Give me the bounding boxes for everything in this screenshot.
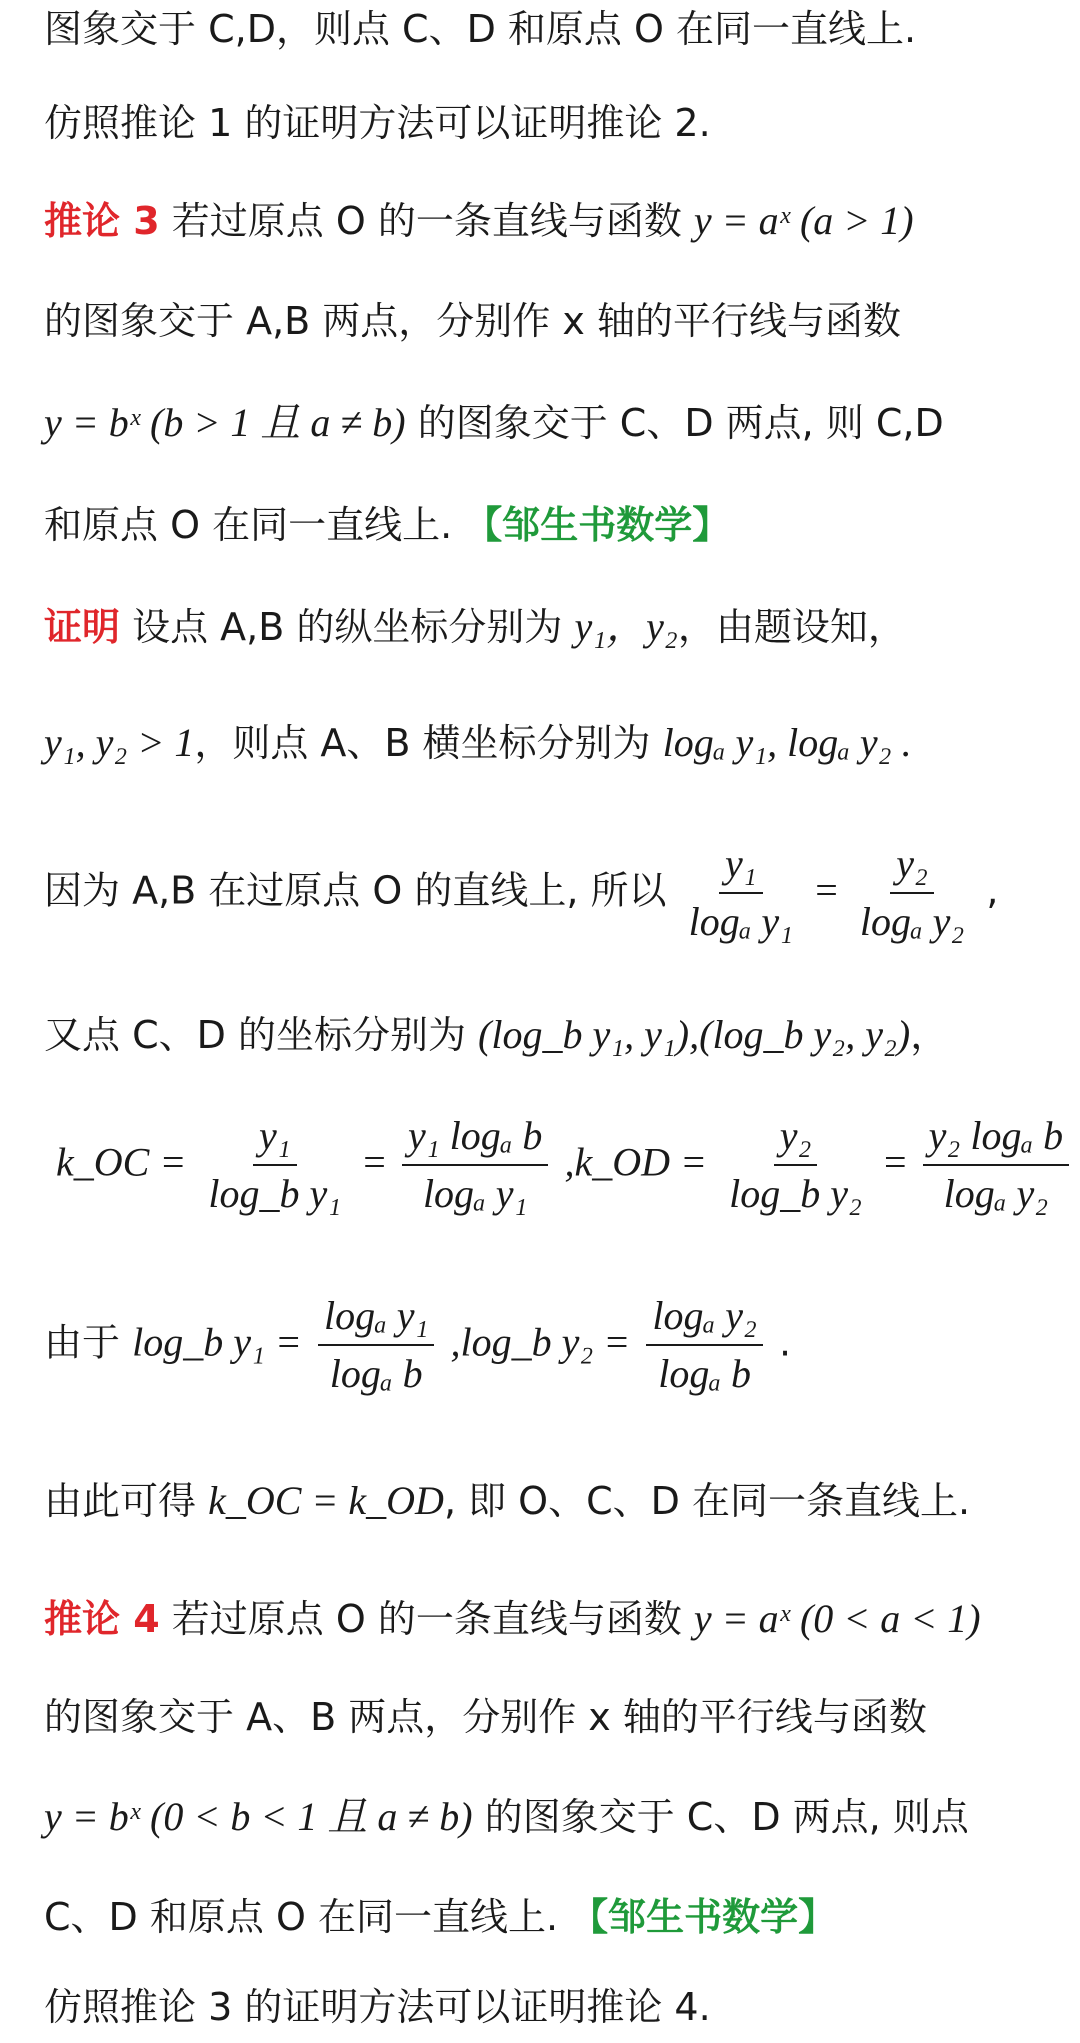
numerator: y₂ xyxy=(774,1110,818,1166)
denominator: logₐ y₁ xyxy=(422,1171,528,1216)
proof-heading: 证明 xyxy=(44,605,121,649)
text-line: 图象交于 C,D，则点 C、D 和原点 O 在同一直线上. xyxy=(44,7,917,51)
fraction xyxy=(202,1110,347,1220)
text: 的图象交于 C、D 两点, 则点 xyxy=(472,1795,969,1839)
text-line: 仿照推论 1 的证明方法可以证明推论 2. xyxy=(44,101,711,145)
fraction xyxy=(723,1110,868,1220)
math-expression: ,k_OD = xyxy=(564,1139,708,1185)
text: , 即 O、C、D 在同一条直线上. xyxy=(443,1479,971,1523)
comma: , xyxy=(986,868,999,913)
text: 设点 A,B 的纵坐标分别为 xyxy=(120,605,575,649)
brand-tag: 【邹生书数学】 xyxy=(570,1895,837,1939)
corollary-4-line-1 xyxy=(44,1594,1060,1644)
math-expression: y = aˣ (0 < a < 1) xyxy=(693,1596,981,1641)
fraction xyxy=(854,838,970,948)
math-expression: k_OC = xyxy=(56,1139,187,1185)
proof-line-2 xyxy=(44,718,1060,768)
math-expression: logₐ y₁, logₐ y₂ . xyxy=(662,720,912,765)
text-line: 的图象交于 A,B 两点，分别作 x 轴的平行线与函数 xyxy=(44,299,901,343)
fraction xyxy=(646,1290,762,1400)
math-expression: y = bˣ (b > 1 且 a ≠ b) xyxy=(44,400,406,445)
text: ， xyxy=(910,1013,949,1057)
proof-line-1 xyxy=(44,602,1060,652)
text: 若过原点 O 的一条直线与函数 xyxy=(159,1597,694,1641)
brand-tag: 【邹生书数学】 xyxy=(464,503,731,547)
denominator: logₐ b xyxy=(658,1351,752,1396)
text: 的图象交于 C、D 两点, 则 C,D xyxy=(405,401,944,445)
numerator: y₁ xyxy=(719,838,763,894)
denominator: log_b y₁ xyxy=(208,1171,342,1216)
fraction xyxy=(402,1110,548,1220)
text: 因为 A,B 在过原点 O 的直线上, 所以 xyxy=(44,868,679,913)
math-expression: y₁，y₂ xyxy=(574,604,678,649)
math-expression: (log_b y₁, y₁),(log_b y₂, y₂) xyxy=(478,1012,911,1057)
corollary-3-heading: 推论 3 xyxy=(44,199,160,243)
numerator: y₂ logₐ b xyxy=(923,1110,1069,1166)
proof-line-4 xyxy=(44,1010,1060,1060)
slope-equation-line xyxy=(56,1110,1064,1220)
corollary-3-line-1 xyxy=(44,196,1060,246)
denominator: logₐ b xyxy=(329,1351,423,1396)
text: 由此可得 xyxy=(44,1479,209,1523)
text: ，则点 A、B 横坐标分别为 xyxy=(194,721,663,765)
text: ，由题设知， xyxy=(677,605,906,649)
math-expression: y₁, y₂ > 1 xyxy=(44,720,195,765)
equals-sign: = xyxy=(815,867,838,913)
denominator: log_b y₂ xyxy=(729,1171,862,1216)
text: C、D 和原点 O 在同一直线上. xyxy=(44,1895,571,1939)
fraction xyxy=(683,838,799,948)
corollary-4-line-4 xyxy=(44,1892,1060,1942)
math-expression: y = aˣ (a > 1) xyxy=(693,198,914,243)
numerator: logₐ y₁ xyxy=(318,1290,434,1346)
math-expression: k_OC = k_OD xyxy=(208,1478,444,1523)
corollary-4-line-3 xyxy=(44,1792,1060,1842)
proof-line-6 xyxy=(44,1290,1060,1400)
text: 由于 xyxy=(44,1320,133,1365)
denominator: logₐ y₂ xyxy=(859,899,965,944)
denominator: logₐ y₂ xyxy=(943,1171,1049,1216)
proof-line-3 xyxy=(44,838,1060,948)
text: 若过原点 O 的一条直线与函数 xyxy=(159,199,694,243)
numerator: y₁ logₐ b xyxy=(402,1110,548,1166)
text: 和原点 O 在同一直线上. xyxy=(44,503,465,547)
math-expression: ,log_b y₂ = xyxy=(450,1319,631,1365)
numerator: y₁ xyxy=(253,1110,297,1166)
corollary-3-line-3 xyxy=(44,398,1060,448)
denominator: logₐ y₁ xyxy=(688,899,794,944)
period: . xyxy=(778,1320,792,1365)
text-line: 仿照推论 3 的证明方法可以证明推论 4. xyxy=(44,1985,711,2029)
numerator: y₂ xyxy=(890,838,934,894)
fraction xyxy=(923,1110,1069,1220)
text: 又点 C、D 的坐标分别为 xyxy=(44,1013,479,1057)
corollary-3-line-4 xyxy=(44,500,1060,550)
equals-sign: = xyxy=(884,1139,907,1185)
equals-sign: = xyxy=(363,1139,386,1185)
text-line: 的图象交于 A、B 两点，分别作 x 轴的平行线与函数 xyxy=(44,1695,927,1739)
math-expression: log_b y₁ = xyxy=(132,1319,302,1365)
numerator: logₐ y₂ xyxy=(646,1290,762,1346)
math-expression: y = bˣ (0 < b < 1 且 a ≠ b) xyxy=(44,1794,473,1839)
corollary-4-heading: 推论 4 xyxy=(44,1597,160,1641)
fraction xyxy=(318,1290,434,1400)
proof-line-7 xyxy=(44,1476,1060,1526)
